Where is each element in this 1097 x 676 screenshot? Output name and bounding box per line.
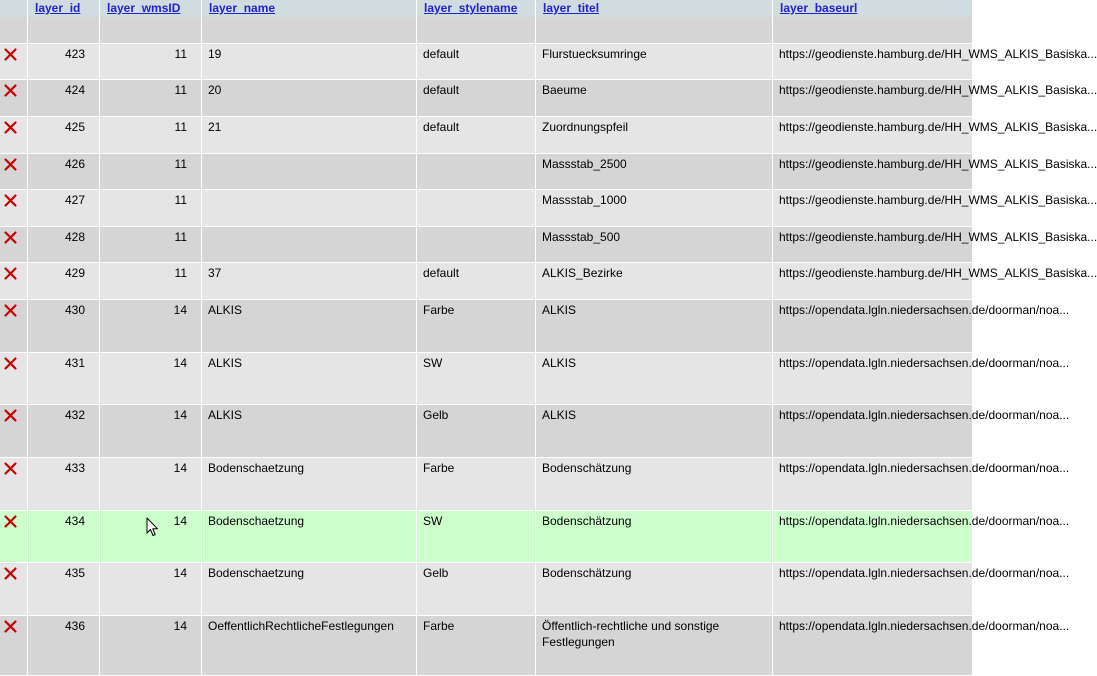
cell-layer-titel: ALKIS	[536, 300, 773, 352]
cell-layer-name: 37	[202, 263, 417, 299]
delete-x-icon[interactable]	[4, 194, 17, 207]
cell-layer-baseurl: https://opendata.lgln.niedersachsen.de/doorman/noa...	[779, 303, 1070, 317]
cell-layer-id: 429	[28, 263, 100, 299]
cell-layer-titel: ALKIS	[536, 405, 773, 457]
cell-layer-name: OeffentlichRechtlicheFestlegungen	[202, 616, 417, 675]
cell-layer-baseurl: https://opendata.lgln.niedersachsen.de/doorman/noa...	[779, 408, 1070, 422]
cell-layer-id: 433	[28, 458, 100, 510]
delete-x-icon[interactable]	[4, 121, 17, 134]
table-row[interactable]	[0, 227, 1097, 263]
delete-x-icon[interactable]	[4, 357, 17, 370]
cell-layer-titel: Massstab_500	[536, 227, 773, 262]
table-row[interactable]	[0, 44, 1097, 80]
table-row[interactable]	[0, 80, 1097, 117]
cell-layer-titel: ALKIS	[536, 353, 773, 404]
cell-layer-titel: ALKIS_Bezirke	[536, 263, 773, 299]
cell-actions	[0, 227, 28, 262]
cell-layer-id: 435	[28, 563, 100, 615]
cell-layer-titel: Zuordnungspfeil	[536, 117, 773, 153]
cell-layer-wmsid: 14	[100, 300, 202, 352]
cell-layer-stylename: SW	[417, 353, 536, 404]
header-layer-name[interactable]	[202, 0, 417, 17]
delete-x-icon[interactable]	[4, 48, 17, 61]
header-layer-id[interactable]	[28, 0, 100, 17]
cell-actions	[0, 44, 28, 79]
cell-actions	[0, 190, 28, 226]
delete-x-icon[interactable]	[4, 409, 17, 422]
cell-layer-titel: Massstab_1000	[536, 190, 773, 226]
table-row[interactable]	[0, 263, 1097, 300]
delete-x-icon[interactable]	[4, 267, 17, 280]
cell-layer-titel: Bodenschätzung	[536, 458, 773, 510]
cell-layer-wmsid: 14	[100, 353, 202, 404]
cell-layer-stylename: default	[417, 117, 536, 153]
cell-layer-baseurl: https://geodienste.hamburg.de/HH_WMS_ALKIS_Basiska...	[779, 230, 1097, 244]
cell-layer-id: 436	[28, 616, 100, 675]
cell-layer-stylename: Gelb	[417, 563, 536, 615]
cell-layer-id: 428	[28, 227, 100, 262]
table-row[interactable]	[0, 405, 1070, 458]
delete-x-icon[interactable]	[4, 84, 17, 97]
cell-layer-id: 431	[28, 353, 100, 404]
cell-layer-name: ALKIS	[202, 300, 417, 352]
cell-layer-baseurl: https://opendata.lgln.niedersachsen.de/doorman/noa...	[779, 619, 1070, 633]
table-row[interactable]	[0, 563, 1070, 616]
cell-layer-wmsid: 11	[100, 44, 202, 79]
cell-layer-stylename: Farbe	[417, 616, 536, 675]
cell-layer-titel: Bodenschätzung	[536, 563, 773, 615]
header-layer-wmsid[interactable]	[100, 0, 202, 17]
header-layer-titel[interactable]	[536, 0, 773, 17]
cell-layer-titel: Massstab_2500	[536, 154, 773, 189]
cell-actions	[0, 80, 28, 116]
cell-layer-id: 423	[28, 44, 100, 79]
cell-layer-wmsid: 11	[100, 263, 202, 299]
cell-layer-name: Bodenschaetzung	[202, 458, 417, 510]
cell-layer-wmsid: 11	[100, 80, 202, 116]
cell-layer-titel: Bodenschätzung	[536, 511, 773, 562]
cell-layer-stylename	[417, 154, 536, 189]
cell-layer-id: 427	[28, 190, 100, 226]
cell-layer-stylename: Farbe	[417, 458, 536, 510]
cell-layer-baseurl: https://geodienste.hamburg.de/HH_WMS_ALKIS_Basiska...	[779, 266, 1097, 280]
cell-layer-id: 434	[28, 511, 100, 562]
cell-layer-wmsid: 14	[100, 616, 202, 675]
cell-layer-stylename: default	[417, 44, 536, 79]
mouse-pointer-icon	[146, 517, 160, 540]
cell-layer-name: Bodenschaetzung	[202, 563, 417, 615]
cell-layer-titel: Flurstuecksumringe	[536, 44, 773, 79]
sort-link-layer-name[interactable]: layer_name	[209, 1, 276, 15]
cell-actions	[0, 154, 28, 189]
cell-actions	[0, 563, 28, 615]
cell-layer-titel: Baeume	[536, 80, 773, 116]
table-row[interactable]	[0, 616, 1070, 676]
cell-layer-name: ALKIS	[202, 353, 417, 404]
cell-layer-baseurl: https://opendata.lgln.niedersachsen.de/doorman/noa...	[779, 514, 1070, 528]
cell-layer-baseurl: https://geodienste.hamburg.de/HH_WMS_ALKIS_Basiska...	[779, 83, 1097, 97]
cell-layer-id: 430	[28, 300, 100, 352]
table-header	[0, 0, 972, 17]
cell-actions	[0, 353, 28, 404]
sort-link-layer-titel[interactable]: layer_titel	[543, 1, 600, 15]
cell-layer-wmsid: 14	[100, 563, 202, 615]
cell-layer-baseurl: https://geodienste.hamburg.de/HH_WMS_ALKIS_Basiska...	[779, 120, 1097, 134]
cell-layer-stylename: default	[417, 263, 536, 299]
cell-layer-wmsid: 11	[100, 227, 202, 262]
header-layer-stylename[interactable]	[417, 0, 536, 17]
cell-actions	[0, 405, 28, 457]
sort-link-layer-wmsid[interactable]: layer_wmsID	[107, 1, 181, 15]
delete-x-icon[interactable]	[4, 462, 17, 475]
cell-layer-id: 432	[28, 405, 100, 457]
table-row[interactable]	[0, 117, 1097, 154]
cell-actions	[0, 263, 28, 299]
cell-layer-baseurl: https://opendata.lgln.niedersachsen.de/doorman/noa...	[779, 566, 1070, 580]
cell-actions	[0, 117, 28, 153]
table-row[interactable]	[0, 154, 1097, 190]
cell-layer-wmsid: 14	[100, 458, 202, 510]
table-row[interactable]	[0, 190, 1097, 227]
cell-layer-stylename: SW	[417, 511, 536, 562]
header-layer-baseurl[interactable]	[773, 0, 972, 17]
sort-link-layer-stylename[interactable]: layer_stylename	[424, 1, 518, 15]
cell-layer-titel: Öffentlich-rechtliche und sonstige Festlegungen	[536, 616, 773, 675]
delete-x-icon[interactable]	[4, 620, 17, 633]
cell-layer-name	[202, 227, 417, 262]
delete-x-icon[interactable]	[4, 158, 17, 171]
cell-layer-wmsid: 14	[100, 511, 202, 562]
cell-layer-id: 426	[28, 154, 100, 189]
cell-layer-baseurl: https://geodienste.hamburg.de/HH_WMS_ALKIS_Basiska...	[779, 47, 1097, 61]
cell-layer-name: Bodenschaetzung	[202, 511, 417, 562]
cell-actions	[0, 511, 28, 562]
cell-layer-wmsid: 11	[100, 154, 202, 189]
cell-layer-stylename: Gelb	[417, 405, 536, 457]
cell-actions	[0, 458, 28, 510]
cell-layer-name: 19	[202, 44, 417, 79]
cell-layer-name: 21	[202, 117, 417, 153]
cell-layer-stylename: default	[417, 80, 536, 116]
cell-layer-wmsid: 11	[100, 117, 202, 153]
table-row[interactable]	[0, 458, 1070, 511]
cell-layer-name: 20	[202, 80, 417, 116]
table-row[interactable]	[0, 300, 1070, 353]
delete-x-icon[interactable]	[4, 304, 17, 317]
header-action-column	[0, 0, 28, 17]
delete-x-icon[interactable]	[4, 515, 17, 528]
sort-link-layer-id[interactable]: layer_id	[35, 1, 81, 15]
cell-layer-baseurl: https://opendata.lgln.niedersachsen.de/doorman/noa...	[779, 356, 1070, 370]
cell-layer-name	[202, 154, 417, 189]
cell-layer-stylename	[417, 227, 536, 262]
delete-x-icon[interactable]	[4, 567, 17, 580]
table-row[interactable]	[0, 353, 1070, 405]
cell-actions	[0, 616, 28, 675]
cell-layer-id: 425	[28, 117, 100, 153]
cell-actions	[0, 300, 28, 352]
cell-layer-stylename	[417, 190, 536, 226]
cell-layer-stylename: Farbe	[417, 300, 536, 352]
cell-layer-wmsid: 11	[100, 190, 202, 226]
cell-layer-id: 424	[28, 80, 100, 116]
cell-layer-name: ALKIS	[202, 405, 417, 457]
cell-layer-wmsid: 14	[100, 405, 202, 457]
cell-layer-baseurl: https://opendata.lgln.niedersachsen.de/doorman/noa...	[779, 461, 1070, 475]
cell-layer-baseurl: https://geodienste.hamburg.de/HH_WMS_ALKIS_Basiska...	[779, 157, 1097, 171]
delete-x-icon[interactable]	[4, 231, 17, 244]
sort-link-layer-baseurl[interactable]: layer_baseurl	[780, 1, 858, 15]
cell-layer-name	[202, 190, 417, 226]
cell-layer-baseurl: https://geodienste.hamburg.de/HH_WMS_ALKIS_Basiska...	[779, 193, 1097, 207]
